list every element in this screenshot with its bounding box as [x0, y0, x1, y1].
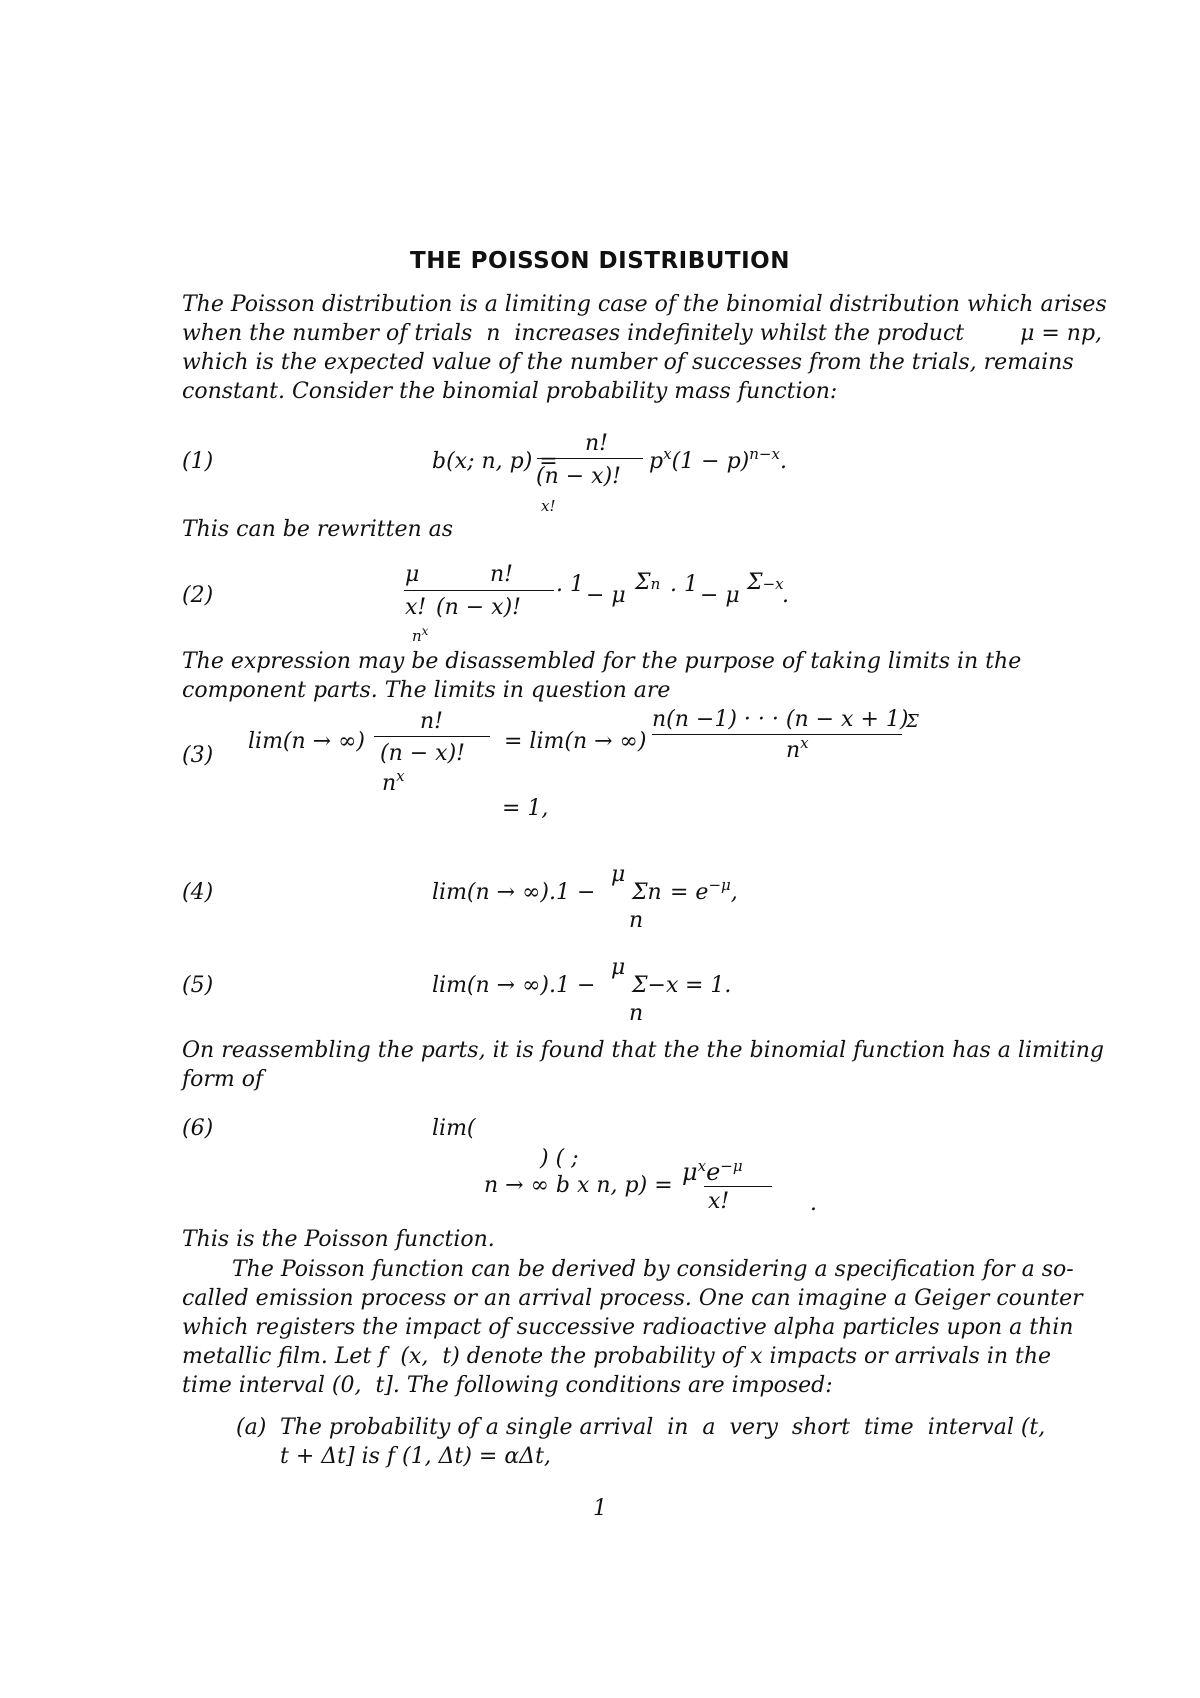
- page-title: THE POISSON DISTRIBUTION: [410, 248, 790, 274]
- limit-expression: lim(n → ∞).1 −: [432, 973, 596, 998]
- fraction-denominator: x!: [708, 1189, 730, 1214]
- paragraph-line: The Poisson function can be derived by considering a specification for a so-: [232, 1257, 1074, 1282]
- fraction-subterm: $n^x$: [412, 624, 429, 645]
- fraction-numerator: μ: [611, 955, 626, 980]
- fraction-numerator: n(n −1) · · · (n − x + 1): [652, 707, 909, 732]
- equation-result: = 1,: [502, 796, 549, 821]
- intro-line: The Poisson distribution is a limiting case of the binomial distribution which arises: [182, 292, 1107, 317]
- fraction-numerator: n!: [490, 562, 514, 587]
- reassemble-paragraph: [182, 1036, 1105, 1094]
- paragraph-line: component parts. The limits in question are: [182, 678, 671, 703]
- equation-term: $p^x(1 - p)^{n-x}$.: [649, 445, 787, 474]
- derivation-paragraph: [182, 1255, 1083, 1400]
- fraction-bar: [537, 458, 643, 459]
- fraction-bar: [374, 736, 490, 737]
- poisson-function-text: This is the Poisson function.: [182, 1227, 495, 1252]
- equation-label: (4): [182, 880, 214, 905]
- equals-limit: = lim(n → ∞): [504, 729, 647, 754]
- equation-term: .: [782, 583, 789, 608]
- fraction-bar: [704, 1186, 772, 1187]
- fraction-numerator: $\mu^xe^{-\mu}$: [682, 1157, 743, 1186]
- intro-paragraph: [182, 290, 1107, 406]
- equation-term: .: [810, 1191, 817, 1216]
- condition-tag: (a): [236, 1415, 267, 1440]
- paragraph-line: which registers the impact of successive radioactive alpha particles upon a thin: [182, 1315, 1074, 1340]
- equation-label: (5): [182, 973, 214, 998]
- equation-term: . 1: [556, 572, 584, 597]
- fraction-bar: [652, 734, 902, 735]
- intro-line: constant. Consider the binomial probability mass function:: [182, 379, 838, 404]
- sigma-symbol: Σn: [635, 570, 661, 595]
- fraction-numerator: μ: [405, 562, 420, 587]
- equation-term: − μ: [700, 583, 740, 608]
- fraction-numerator: μ: [611, 862, 626, 887]
- equation-term: n → ∞ b x n, p) =: [484, 1173, 673, 1198]
- equation-lhs: b(x; n, p) =: [432, 449, 558, 474]
- paragraph-line: On reassembling the parts, it is found that the the binomial function has a limiting: [182, 1038, 1105, 1063]
- sigma-symbol: Σ: [906, 711, 919, 732]
- fraction-denominator: (n − x)!: [536, 464, 622, 489]
- fraction-numerator: n!: [585, 431, 609, 456]
- paragraph-line: metallic film. Let f (x, t) denote the probability of x impacts or arrivals in the: [182, 1344, 1052, 1369]
- exponent-term: Σn: [632, 880, 662, 905]
- equation-term: ) ( ;: [540, 1146, 579, 1171]
- equation-label: (3): [182, 743, 214, 768]
- fraction-subterm: $n^x$: [382, 767, 405, 796]
- sigma-symbol: Σ−x: [747, 570, 784, 595]
- intro-line: which is the expected value of the number of successes from the trials, remains: [182, 350, 1074, 375]
- equation-label: (6): [182, 1116, 214, 1141]
- disassemble-paragraph: [182, 647, 1022, 705]
- fraction-denominator: n: [629, 908, 644, 933]
- rewrite-text: This can be rewritten as: [182, 517, 454, 542]
- fraction-bar: [404, 590, 430, 591]
- condition-line: t + Δt] is f (1, Δt) = αΔt,: [280, 1444, 551, 1469]
- paragraph-line: called emission process or an arrival process. One can imagine a Geiger counter: [182, 1286, 1083, 1311]
- limit-expression: lim(n → ∞).1 −: [432, 880, 596, 905]
- fraction-numerator: n!: [420, 709, 444, 734]
- fraction-subterm: x!: [541, 497, 556, 515]
- limit-operator: lim(: [432, 1116, 476, 1141]
- fraction-denominator: $n^x$: [786, 734, 809, 763]
- equation-term: . 1: [670, 572, 698, 597]
- paragraph-line: time interval (0, t]. The following conditions are imposed:: [182, 1373, 833, 1398]
- fraction-denominator: n: [629, 1001, 644, 1026]
- paragraph-line: The expression may be disassembled for the purpose of taking limits in the: [182, 649, 1022, 674]
- equation-label: (1): [182, 449, 214, 474]
- equation-result: = $e^{-\mu}$,: [670, 876, 738, 905]
- page-number: 1: [593, 1496, 607, 1521]
- intro-line: when the number of trials n increases indefinitely whilst the product μ = np,: [182, 321, 1103, 346]
- equation-term: − μ: [586, 583, 626, 608]
- equation-label: (2): [182, 583, 214, 608]
- paragraph-line: form of: [182, 1067, 264, 1092]
- limit-operator: lim(n → ∞): [248, 729, 366, 754]
- condition-line: The probability of a single arrival in a very short time interval (t,: [280, 1415, 1046, 1440]
- fraction-bar: [430, 590, 554, 591]
- fraction-denominator: (n − x)!: [380, 741, 466, 766]
- equation-result: = 1.: [685, 973, 732, 998]
- fraction-denominator: x!: [405, 595, 427, 620]
- fraction-denominator: (n − x)!: [436, 595, 522, 620]
- exponent-term: Σ−x: [632, 973, 679, 998]
